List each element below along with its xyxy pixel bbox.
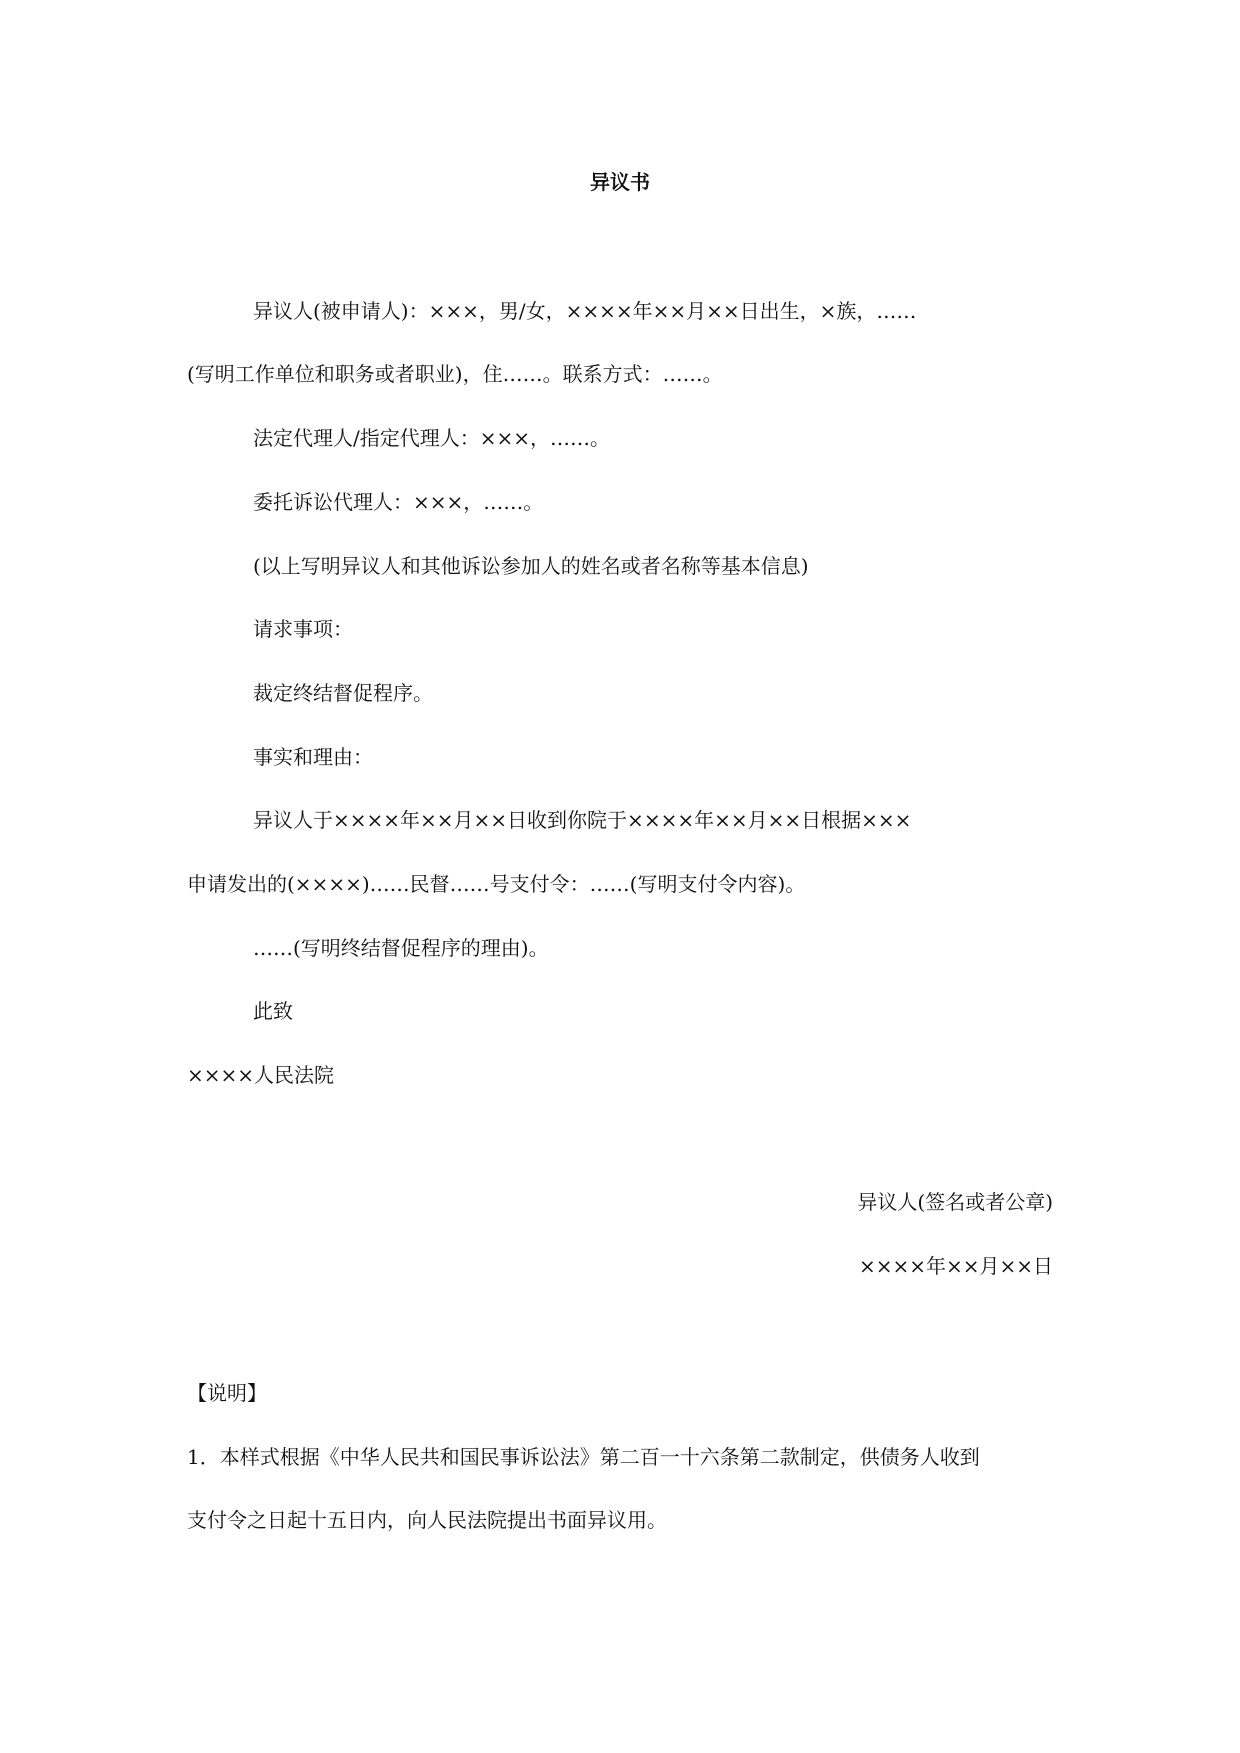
note-item-cont: 支付令之日起十五日内，向人民法院提出书面异议用。 xyxy=(187,1508,667,1532)
salutation: 此致 xyxy=(253,999,293,1023)
notes-heading: 【说明】 xyxy=(187,1381,267,1405)
paragraph-basic-info-note: (以上写明异议人和其他诉讼参加人的姓名或者名称等基本信息) xyxy=(253,554,809,578)
recipient-court: ××××人民法院 xyxy=(187,1063,335,1087)
date-line: ××××年××月××日 xyxy=(858,1254,1053,1278)
paragraph-entrusted-agent: 委托诉讼代理人：×××，……。 xyxy=(253,490,544,514)
paragraph-objector-cont: (写明工作单位和职务或者职业)，住……。联系方式：……。 xyxy=(187,362,723,386)
heading-facts-reasons: 事实和理由： xyxy=(253,745,373,769)
paragraph-objector: 异议人(被申请人)：×××，男/女，××××年××月××日出生，×族，…… xyxy=(253,299,917,323)
paragraph-reasons: ……(写明终结督促程序的理由)。 xyxy=(253,936,549,960)
paragraph-legal-agent: 法定代理人/指定代理人：×××，……。 xyxy=(253,426,611,450)
heading-claims: 请求事项： xyxy=(253,617,353,641)
paragraph-facts: 异议人于××××年××月××日收到你院于××××年××月××日根据××× xyxy=(253,808,912,832)
paragraph-claim: 裁定终结督促程序。 xyxy=(253,681,433,705)
note-item: 1．本样式根据《中华人民共和国民事诉讼法》第二百一十六条第二款制定，供债务人收到 xyxy=(187,1445,980,1469)
paragraph-facts-cont: 申请发出的(××××)……民督……号支付令：……(写明支付令内容)。 xyxy=(187,872,806,896)
document-title: 异议书 xyxy=(590,170,650,194)
signature-line: 异议人(签名或者公章) xyxy=(857,1190,1053,1214)
